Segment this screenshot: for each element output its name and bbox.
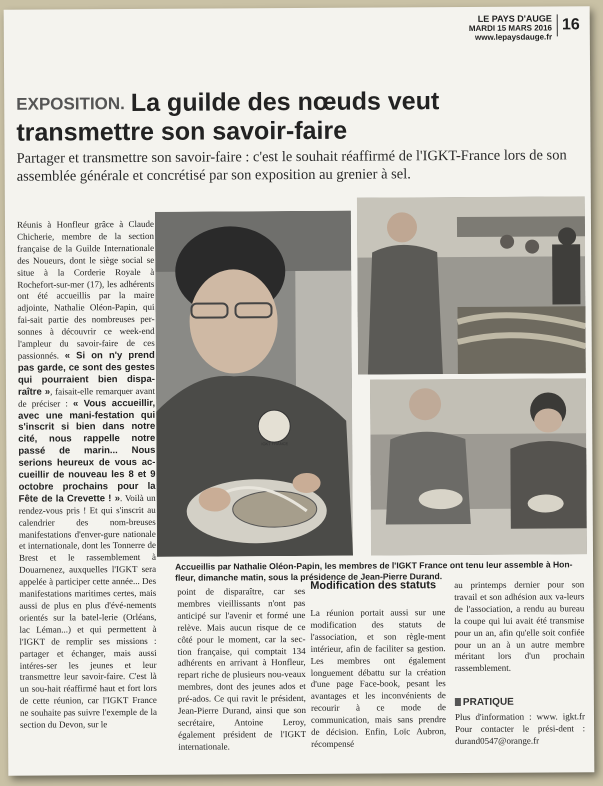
logo-badge-text: IGKT FRANCE [261, 441, 289, 447]
body-text: . Voilà un rendez-vous pris ! Et qui s'inscrit au calendrier des nom-breuses manifestations d'enver-gure nationale et internationale, dont les Tonnerre de Brest et le rassemblement à Douarnenez, auxquelles l'IGKT sera appelée à participer cette année... Des manifestations maritimes certes, mais aussi de plus en plus d'évé-nements orientés sur la batel-lerie (Orléans, lac Léman...) et qui permettent à l'IGKT de remplir ses missions : partager et échanger, mais aussi intéres-ser les jeunes et leur transmettre leur savoir-faire. C'est là un sou-hait réaffirmé haut et fort lors de cette réunion, car l'IGKT France ne souhaite pas suivre l'exemple de la section du Devon, sur le [18, 492, 157, 730]
photo-woman-tying-knot [155, 211, 353, 557]
body-text: , faisait-elle remarquer avant de préciser : [18, 385, 156, 409]
newspaper-name: LE PAYS D'AUGE [477, 13, 552, 24]
photo-caption: Accueillis par Nathalie Oléon-Papin, les membres de l'IGKT France ont tenu leur assemble à Hon-fleur, dimanche matin, sous la présidence de Jean-Pierre Durand. [175, 559, 573, 583]
photo-illustration [155, 211, 353, 557]
page-number: 16 [557, 14, 580, 36]
headline-text: La guilde des nœuds veut transmettre son savoir-faire [16, 87, 440, 147]
body-text: Réunis à Honfleur grâce à Claude Chicherie, membre de la section française de la Guilde Internationale des Noueurs, dont le siège social se situe à la Corderie Royale à Rochefort-sur-mer (17), les adhérents ont été accueillis par la maire adjointe, Nathalie Oléon-Papin, qui fai-sait partie des nombreuses per-sonnes à découvrir ce week-end l'ampleur du savoir-faire de ces passionnés. [16, 218, 155, 361]
masthead-info [469, 14, 552, 42]
body-text: point de disparaître, car ses membres vieillissants n'ont pas anticipé sur l'avenir et formé une relève. Mais aucun risque de ce côté pour le moment, car la sec-tion française, qui comptait 134 adhérents en arrivant à Honfleur, repart riche de plusieurs nou-veaux membres, dont des jeunes ados et pré-ados. Ce qui ravit le président, Jean-Pierre Durand, ainsi que son secrétaire, Antoine Leroy, également président de l'IGKT internationale. [177, 585, 307, 752]
article-column-1 [17, 219, 157, 732]
article-column-4 [454, 579, 585, 675]
rubric-label: EXPOSITION. [16, 94, 125, 114]
article-column-2 [177, 586, 306, 753]
article-column-3 [310, 607, 446, 751]
body-text: La réunion portait aussi sur une modification des statuts de l'association, et son règle-ment intérieur, afin de faciliter sa gestion. Les membres ont également longuement débattu sur la création d'une page Face-book, pesant les avantages et les inconvénients de recourir à ce mode de communication, mais sans prendre de décision. Enfin, Loïc Aubron, récompensé [310, 607, 447, 749]
pull-quote: « Vous accueillir, avec une mani-festation qui s'inscrit si bien dans notre cité, nous rappelle notre passé de marin... Nous serions heureux de vous ac-cueillir de nouveau les 8 et 9 octobre prochains pour la Fête de la Crevette ! » [18, 397, 156, 505]
website: www.lepaysdauge.fr [474, 32, 553, 42]
newspaper-page [4, 6, 595, 776]
body-text: au printemps dernier pour son travail et son adhésion aux va-leurs de l'association, a rendu au bureau la coupe qui lui avait été transmise pour un an, afin qu'elle soit confiée pour un an à un autre membre méritant lors d'un prochain rassemblement. [454, 579, 585, 674]
standfirst: Partager et transmettre son savoir-faire : c'est le souhait réaffirmé de l'IGKT-France lors de son assemblée générale et concrétisé par son exposition au grenier à sel. [16, 147, 567, 185]
photo-members-knotting [370, 378, 587, 555]
masthead [469, 14, 580, 42]
pratique-label: PRATIQUE [455, 697, 514, 708]
section-subhead: Modification des statuts [310, 579, 437, 592]
pratique-info [455, 711, 585, 748]
photo-illustration [370, 378, 587, 555]
article-headline [16, 87, 536, 147]
photo-illustration [357, 196, 586, 374]
pull-quote: « Si on n'y prend pas garde, ce sont des gestes qui pourraient bien dispa-raître » [17, 349, 155, 398]
photo-exhibition-hall [357, 196, 586, 374]
contact-text: Plus d'information : www. igkt.fr Pour contacter le prési-dent : durand0547@orange.fr [454, 711, 586, 746]
issue-date: MARDI 15 MARS 2016 [468, 23, 553, 33]
